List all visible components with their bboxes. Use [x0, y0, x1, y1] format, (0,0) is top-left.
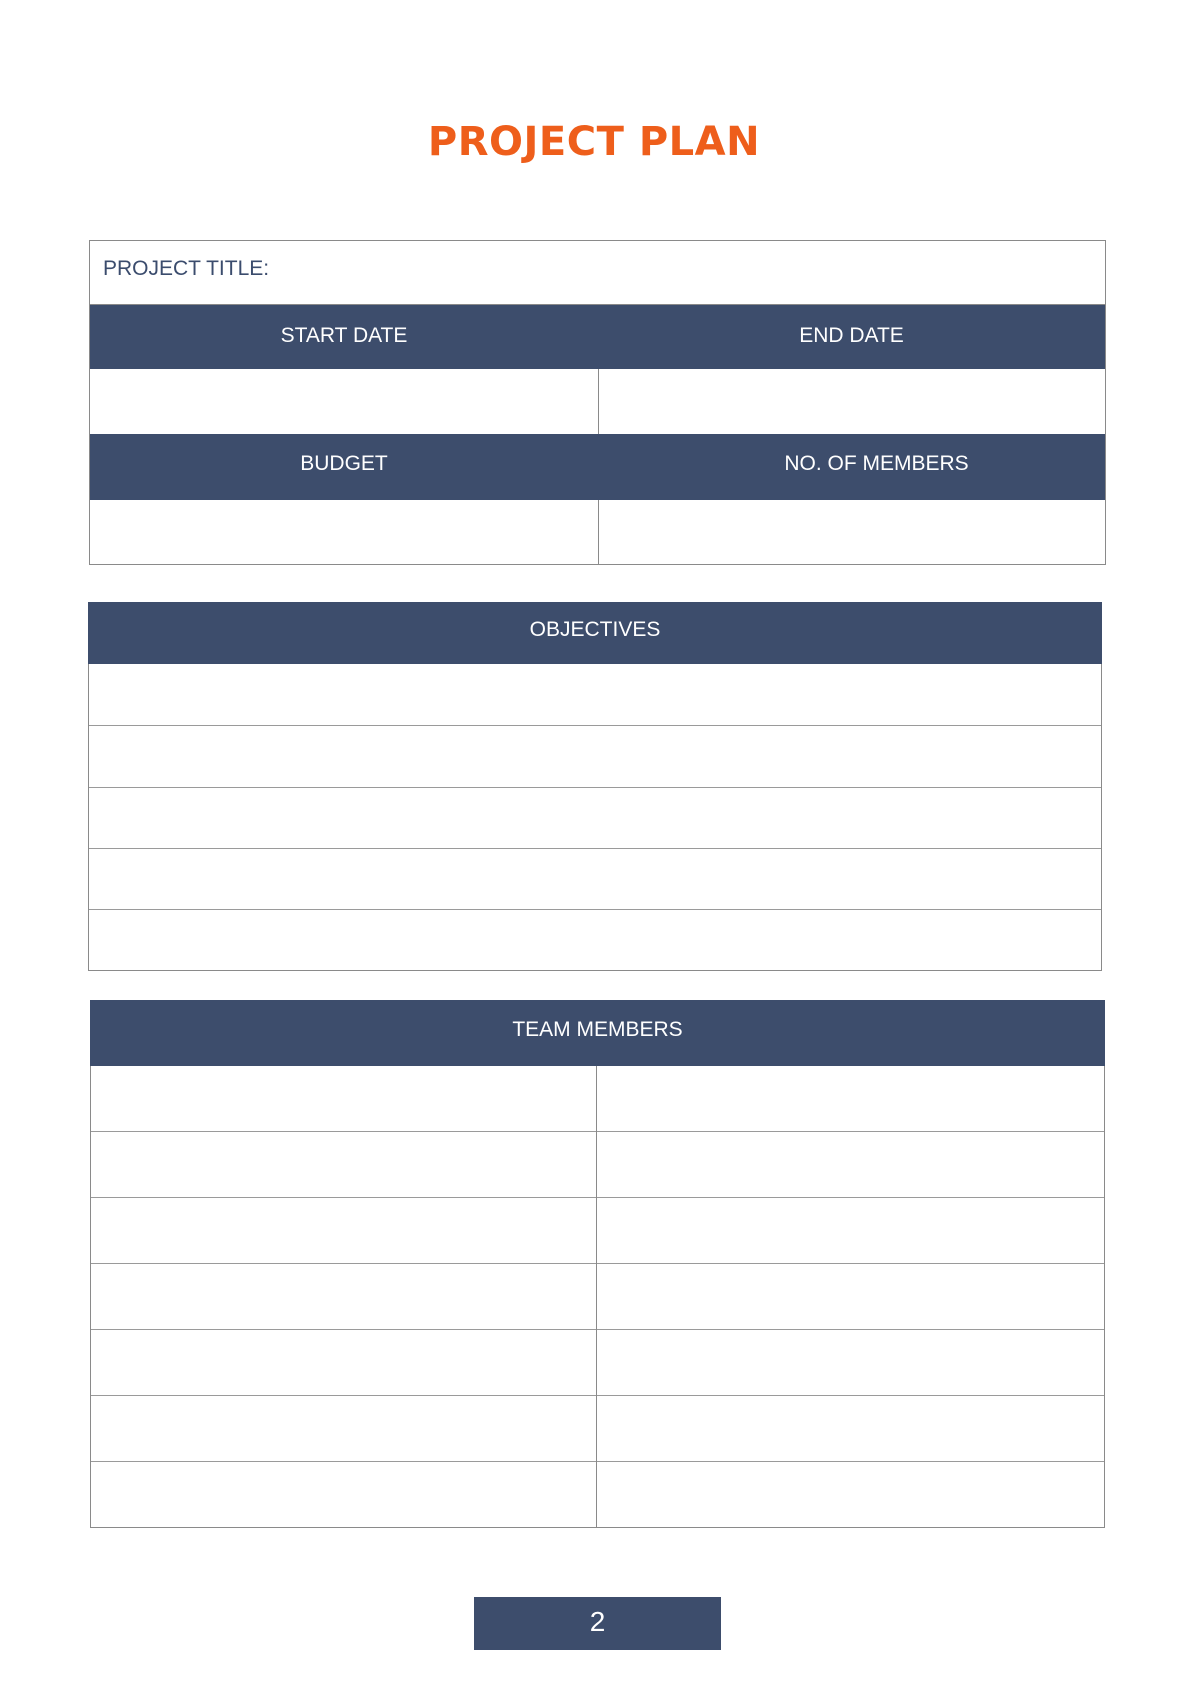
team-member-cell[interactable]: [597, 1066, 1104, 1131]
page-number: 2: [474, 1597, 721, 1650]
team-member-cell[interactable]: [91, 1462, 596, 1527]
column-divider: [598, 369, 599, 434]
members-count-header: NO. OF MEMBERS: [598, 434, 1105, 500]
budget-field[interactable]: [90, 500, 598, 564]
project-info-table: [89, 240, 1106, 565]
page-title: PROJECT PLAN: [427, 119, 761, 165]
team-member-cell[interactable]: [597, 1264, 1104, 1329]
team-member-cell[interactable]: [597, 1462, 1104, 1527]
objective-row[interactable]: [89, 849, 1101, 909]
team-member-cell[interactable]: [91, 1264, 596, 1329]
start-date-header: START DATE: [90, 305, 598, 369]
team-member-cell[interactable]: [91, 1132, 596, 1197]
team-members-header: TEAM MEMBERS: [90, 1000, 1105, 1066]
objective-row[interactable]: [89, 910, 1101, 970]
team-member-cell[interactable]: [597, 1330, 1104, 1395]
column-divider: [596, 1066, 597, 1527]
team-member-cell[interactable]: [91, 1066, 596, 1131]
objectives-header: OBJECTIVES: [88, 602, 1102, 664]
start-date-field[interactable]: [90, 369, 598, 434]
objective-row[interactable]: [89, 664, 1101, 725]
members-count-field[interactable]: [599, 500, 1105, 564]
objective-row[interactable]: [89, 726, 1101, 787]
end-date-header: END DATE: [598, 305, 1105, 369]
objective-row[interactable]: [89, 788, 1101, 849]
objectives-table: [88, 602, 1102, 971]
team-member-cell[interactable]: [597, 1198, 1104, 1263]
team-member-cell[interactable]: [597, 1132, 1104, 1197]
team-member-cell[interactable]: [91, 1396, 596, 1461]
budget-header: BUDGET: [90, 434, 598, 500]
team-member-cell[interactable]: [91, 1198, 596, 1263]
end-date-field[interactable]: [599, 369, 1105, 434]
project-title-row[interactable]: [90, 241, 1105, 305]
project-title-label: PROJECT TITLE:: [103, 257, 270, 280]
team-member-cell[interactable]: [597, 1396, 1104, 1461]
row-divider: [90, 304, 1105, 305]
team-member-cell[interactable]: [91, 1330, 596, 1395]
column-divider: [598, 500, 599, 564]
team-members-table: [90, 1000, 1105, 1528]
